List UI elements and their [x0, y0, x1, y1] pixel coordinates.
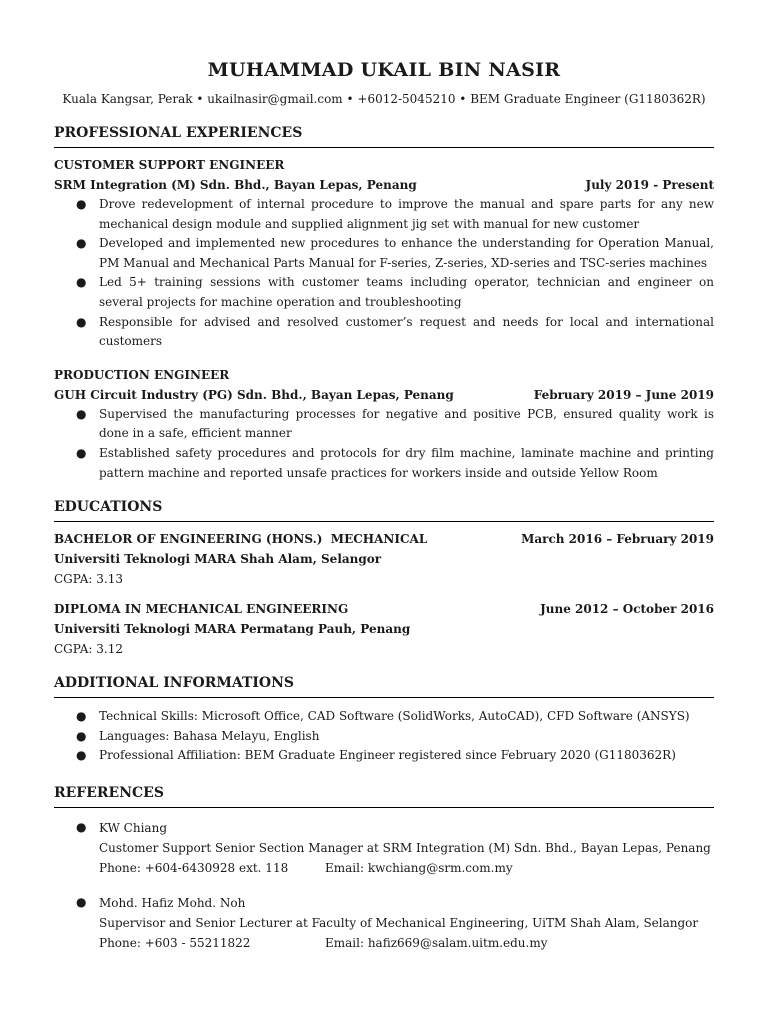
education-cgpa: CGPA: 3.13 [54, 572, 123, 587]
section-title-experience: PROFESSIONAL EXPERIENCES [54, 124, 714, 148]
section-title-references: REFERENCES [54, 784, 714, 808]
list-item: ● Professional Affiliation: BEM Graduate Engineer registered since February 2020 (G1180362R) [54, 746, 714, 766]
job-company-row [54, 175, 714, 195]
bullet-icon: ● [76, 197, 87, 211]
education-dates: March 2016 – February 2019 [521, 532, 714, 547]
education-degree: BACHELOR OF ENGINEERING (HONS.) MECHANICAL [54, 532, 428, 547]
job-bullet-list [54, 405, 714, 483]
list-item: ● Drove redevelopment of internal procedure to improve the manual and spare parts for any new mechanical design module and supplied alignment jig set with manual for new customer [76, 197, 714, 231]
list-item [54, 818, 714, 878]
job-role: CUSTOMER SUPPORT ENGINEER [54, 158, 285, 172]
education-school-row [54, 549, 714, 569]
list-item: ● Established safety procedures and protocols for dry film machine, laminate machine and printing pattern machine and reported unsafe practices for workers inside and outside Yellow Room [76, 445, 714, 480]
education-school: Universiti Teknologi MARA Shah Alam, Selangor [54, 552, 382, 567]
reference-position: Customer Support Senior Section Manager at SRM Integration (M) Sdn. Bhd., Bayan Lepas, Penang [99, 840, 711, 855]
section-title-additional: ADDITIONAL INFORMATIONS [54, 674, 714, 698]
reference-list [54, 893, 714, 953]
education-degree-row [54, 529, 714, 549]
job-entry [54, 155, 714, 352]
education-degree-row [54, 599, 714, 619]
education-section [54, 498, 714, 659]
job-bullet-list [54, 195, 714, 352]
bullet-icon: ● [76, 748, 87, 763]
list-item: ● Supervised the manufacturing processes for negative and positive PCB, ensured quality work is done in a safe, efficient manner [76, 406, 714, 441]
education-dates: June 2012 – October 2016 [540, 602, 714, 617]
list-item: ● Led 5+ training sessions with customer teams including operator, technician and engineer on several projects for machine operation and troubleshooting [76, 275, 714, 309]
job-role-row [54, 155, 714, 175]
list-item: ● Languages: Bahasa Melayu, English [54, 727, 714, 747]
job-dates: July 2019 - Present [585, 178, 714, 192]
reference-entry [54, 893, 714, 953]
bullet-icon: ● [76, 314, 87, 329]
education-entry [54, 529, 714, 589]
reference-name: KW Chiang [99, 820, 167, 835]
reference-phone: Phone: +603 - 55211822 [99, 935, 251, 950]
contact-line: Kuala Kangsar, Perak • ukailnasir@gmail.com • +6012-5045210 • BEM Graduate Engineer (G1180362R) [62, 92, 706, 106]
list-item [54, 893, 714, 953]
list-item: ● Responsible for advised and resolved customer’s request and needs for local and international customers [76, 314, 714, 349]
additional-bullet-list [54, 707, 714, 766]
job-company: GUH Circuit Industry (PG) Sdn. Bhd., Bayan Lepas, Penang [54, 387, 454, 402]
bullet-icon: ● [76, 236, 87, 251]
bullet-icon: ● [76, 819, 87, 834]
bullet-icon: ● [76, 894, 87, 909]
list-item: ● Developed and implemented new procedures to enhance the understanding for Operation Manual, PM Manual and Mechanical Parts Manual for F-series, Z-series, XD-series and TSC-series machines [76, 236, 714, 270]
additional-section [54, 674, 714, 766]
section-title-education: EDUCATIONS [54, 498, 714, 522]
education-school-row [54, 619, 714, 639]
reference-list [54, 818, 714, 878]
job-role-row [54, 365, 714, 385]
job-company: SRM Integration (M) Sdn. Bhd., Bayan Lepas, Penang [54, 178, 417, 192]
candidate-name: MUHAMMAD UKAIL BIN NASIR [207, 59, 561, 81]
bullet-icon: ● [76, 275, 87, 290]
bullet-icon: ● [76, 728, 87, 743]
reference-email: Email: hafiz669@salam.uitm.edu.my [325, 935, 548, 950]
bullet-icon: ● [76, 406, 87, 421]
reference-phone: Phone: +604-6430928 ext. 118 [99, 860, 289, 875]
list-item: ● Technical Skills: Microsoft Office, CAD Software (SolidWorks, AutoCAD), CFD Software (ANSYS) [54, 707, 714, 727]
job-company-row [54, 385, 714, 405]
job-entry [54, 365, 714, 483]
bullet-icon: ● [76, 445, 87, 460]
reference-contact-row [99, 858, 714, 878]
reference-contact-row [99, 933, 714, 953]
reference-position: Supervisor and Senior Lecturer at Faculty of Mechanical Engineering, UiTM Shah Alam, Selangor [99, 915, 699, 930]
reference-email: Email: kwchiang@srm.com.my [325, 860, 513, 875]
reference-entry [54, 818, 714, 878]
bullet-icon: ● [76, 709, 87, 724]
job-role: PRODUCTION ENGINEER [54, 367, 230, 382]
reference-name: Mohd. Hafiz Mohd. Noh [99, 895, 246, 910]
education-cgpa: CGPA: 3.12 [54, 642, 123, 657]
education-degree: DIPLOMA IN MECHANICAL ENGINEERING [54, 602, 349, 617]
job-dates: February 2019 – June 2019 [533, 387, 714, 402]
experience-section [54, 124, 714, 483]
references-section [54, 784, 714, 953]
education-school: Universiti Teknologi MARA Permatang Pauh, Penang [54, 622, 411, 637]
education-entry [54, 599, 714, 659]
